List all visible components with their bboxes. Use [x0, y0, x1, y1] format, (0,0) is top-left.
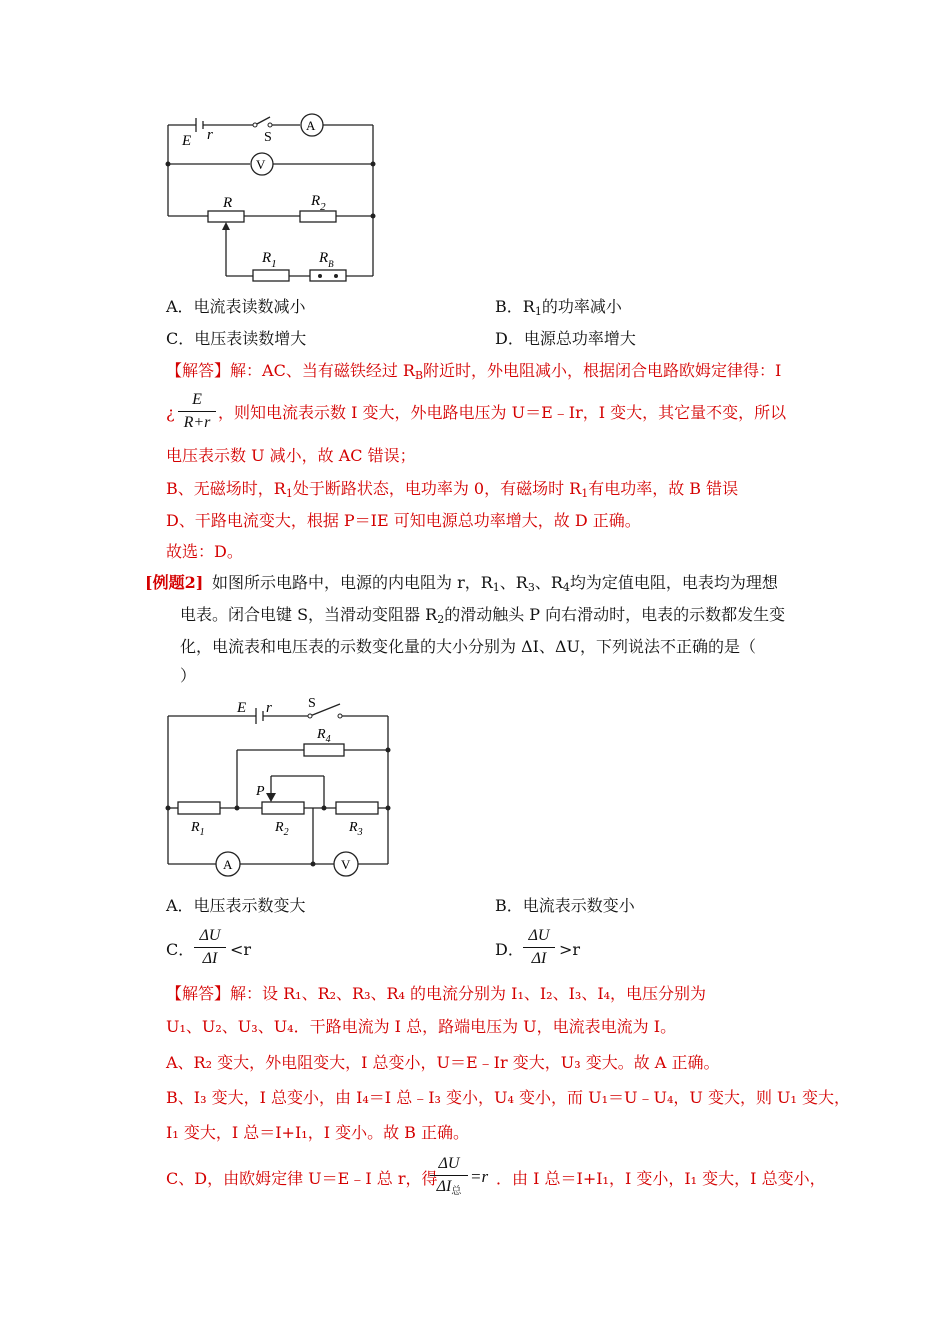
q2-stem-line1: 如图所示电路中，电源的内电阻为 r，$R_1$、$R_3$、$R_4$均为定值电阻，电表均为理想: [212, 573, 778, 594]
label-S: S: [264, 130, 272, 145]
svg-text:R2: $R_2$: [311, 193, 326, 213]
q1-answer-line3: 电压表示数 U 减小，故 AC 错误；: [166, 446, 416, 465]
q2-answer-line1: 【解答】解：设 R₁、R₂、R₃、R₄ 的电流分别为 I₁、I₂、I₃、I₄，电压分别为: [166, 984, 707, 1003]
q1-answer-line2-prefix: ¿: [166, 403, 175, 422]
q2-answer-equals-r: =r: [470, 1167, 489, 1186]
label-R: R: [223, 195, 233, 211]
circuit-diagram-1: [160, 108, 385, 288]
q2-answer-fraction: ΔU $\Delta I_总$: [430, 1154, 468, 1197]
q2-option-d-rel: >r: [559, 940, 581, 959]
q2-option-c-fraction: ΔU ΔI: [194, 926, 226, 969]
q1-fraction: E R+r: [178, 390, 216, 433]
q2-option-a: A．电压表示数变大: [166, 896, 306, 915]
circuit-diagram-2: [160, 690, 400, 880]
q2-stem-line4: ）: [180, 666, 197, 685]
q2-answer-line6-a: C、D，由欧姆定律 U＝E﹣I 总 r，得: [166, 1169, 438, 1188]
label-r2: r: [266, 700, 272, 716]
label-E: E: [182, 133, 192, 149]
label-R1b: R: [191, 820, 200, 835]
q1-answer-line1: 【解答】解：AC、当有磁铁经过 $R_B$附近时，外电阻减小，根据闭合电路欧姆定律得：I: [166, 361, 782, 382]
label-S2: S: [308, 696, 316, 711]
q1-option-a: A．电流表读数减小: [166, 297, 306, 316]
q2-stem-line3: 化，电流表和电压表的示数变化量的大小分别为 ΔI、ΔU，下列说法不正确的是（: [180, 637, 757, 656]
svg-text:R1: $R_1$: [262, 250, 277, 270]
q2-answer-line2: U₁、U₂、U₃、U₄．干路电流为 I 总，路端电压为 U，电流表电流为 I。: [166, 1017, 677, 1036]
voltmeter-label-2: V: [341, 857, 351, 872]
q2-answer-line6-b: ．由 I 总＝I+I₁，I 变小，I₁ 变大，I 总变小，: [496, 1169, 826, 1188]
voltmeter-label: V: [256, 157, 266, 172]
svg-text:R2: $R_2$: [275, 820, 289, 838]
q2-answer-line4: B、I₃ 变大，I 总变小，由 I₄＝I 总﹣I₃ 变小，U₄ 变小，而 U₁＝U﹣U₄，U 变大，则 U₁ 变大，: [166, 1088, 851, 1107]
q1-option-c: C．电压表读数增大: [166, 329, 307, 348]
q1-answer-line6: 故选：D。: [166, 542, 243, 561]
q1-answer-line2: ，则知电流表示数 I 变大，外电路电压为 U＝E﹣Ir，I 变大，其它量不变，所以: [218, 403, 787, 422]
q2-tag: [例题2]: [145, 573, 204, 592]
q1-answer-line5: D、干路电流变大，根据 P＝IE 可知电源总功率增大，故 D 正确。: [166, 511, 641, 530]
svg-text:R1: $R_1$: [191, 820, 205, 838]
q1-answer-line4: B、无磁场时，$R_1$处于断路状态，电功率为 0，有磁场时 $R_1$有电功率，故 B 错误: [166, 479, 739, 500]
q2-answer-line3: A、R₂ 变大，外电阻变大，I 总变小，U＝E﹣Ir 变大，U₃ 变大。故 A 正确。: [166, 1053, 720, 1072]
q2-option-d-label: D．: [495, 940, 524, 959]
ammeter-label-2: A: [223, 857, 233, 872]
label-R2: R: [311, 193, 321, 209]
svg-text:R3: $R_3$: [349, 820, 363, 838]
label-E2: E: [237, 700, 247, 716]
q2-stem-line2: 电表。闭合电键 S，当滑动变阻器 $R_2$的滑动触头 P 向右滑动时，电表的示数都发生变: [180, 605, 786, 626]
label-R2b: R: [275, 820, 284, 835]
q2-option-d-fraction: ΔU ΔI: [523, 926, 555, 969]
label-R1: R: [262, 250, 272, 266]
label-P: P: [256, 784, 265, 799]
q2-answer-line5: I₁ 变大，I 总＝I+I₁，I 变小。故 B 正确。: [166, 1123, 470, 1142]
svg-text:R4: $R_4$: [317, 727, 331, 745]
label-r: r: [207, 127, 213, 143]
q1-option-b: B．$R_1$的功率减小: [495, 297, 622, 318]
q2-option-b: B．电流表示数变小: [495, 896, 635, 915]
label-R3: R: [349, 820, 358, 835]
label-R4: R: [317, 727, 326, 742]
q2-option-c-rel: <r: [230, 940, 252, 959]
svg-text:RB: $R_B$: [319, 250, 334, 269]
label-RB: R: [319, 250, 329, 266]
q1-option-d: D．电源总功率增大: [495, 329, 636, 348]
q2-option-c-label: C．: [166, 940, 195, 959]
ammeter-label: A: [306, 118, 316, 133]
